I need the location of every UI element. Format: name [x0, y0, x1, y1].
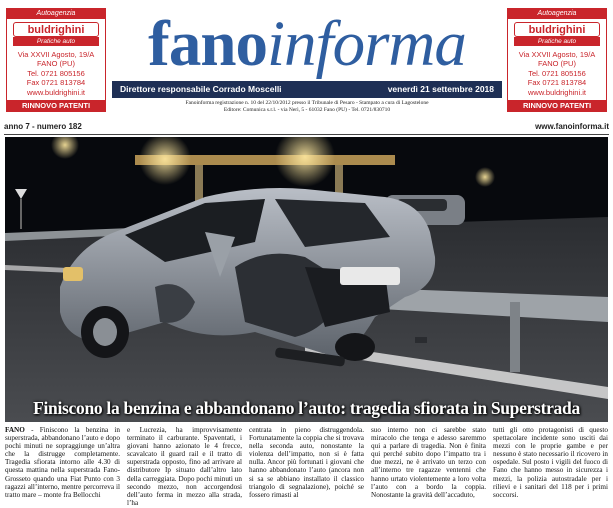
ad-footer: RINNOVO PATENTI [7, 100, 105, 111]
header-divider [4, 134, 609, 135]
article-column-3: centrata in pieno distruggendola. Fortunatamente la coppia che si trovava nella seconda auto, nonostante la violenza dell’impatto, non si è fatta nulla. Ancor più fortunati i giovani che hanno abbandonato l’auto (ancora non si sa se abbiano installato il classico triangolo di segnalazione), poiché se fossero rimasti al [249, 426, 364, 499]
ad-address: Via XXVII Agosto, 19/A [518, 50, 596, 59]
column-text: - Finiscono la benzina in superstrada, abbandonano l’auto e dopo pochi minuti ne sopraggiunge un’altra che la distrugge completamente. Tragedia sfiorata intorno alle 4.30 di questa mattina nella superstrada Fano-Grosseto quando una Fiat Punto con 3 ragazzi all’interno, mentre percorreva il tratto mare – monte fra Bellocchi [5, 426, 120, 499]
ad-tel: Tel. 0721 805156 [27, 68, 85, 78]
editor-credit: Direttore responsabile Corrado Moscelli [120, 84, 282, 94]
ad-buldrighini-right[interactable] [507, 8, 607, 112]
dateline: FANO [5, 426, 25, 434]
ad-city: FANO (PU) [538, 59, 576, 69]
editor-bar [112, 81, 502, 98]
masthead [112, 6, 502, 82]
ad-web[interactable]: www.buldrighini.it [528, 87, 586, 97]
ad-brand: buldrighini [514, 22, 600, 37]
ad-footer: RINNOVO PATENTI [508, 100, 606, 111]
issue-row [4, 122, 609, 133]
legal-line-publisher: Editore: Comunica s.r.l. - via Nerì, 5 - 61032 Fano (PU) - Tel. 0721/830710 [223, 107, 391, 113]
ad-fax: Fax 0721 813784 [26, 78, 86, 88]
logo-part-informa: informa [266, 8, 466, 80]
ad-subtitle: Pratiche auto [13, 37, 99, 46]
legal-notice [112, 100, 502, 114]
ad-tel: Tel. 0721 805156 [528, 68, 586, 78]
ad-brand: buldrighini [13, 22, 99, 37]
ad-address: Via XXVII Agosto, 19/A [17, 50, 95, 59]
article-column-2: e Lucrezia, ha improvvisamente terminato il carburante. Spaventati, i giovani hanno azionato le 4 frecce, scavalcato il guard rail e il tratto di superstrada opposto, fino ad arrivare al distributore Ip situato dall’altro lato della carreggiata. Dopo pochi minuti un secondo mezzo, non accorgendosi dell’auto ferma in mezzo alla strada, l’ha [127, 426, 242, 507]
article-column-4: suo interno non ci sarebbe stato miracolo che tenga e adesso saremmo qui a parlare di tragedia. Non è finita qui perché subito dopo l’impatto tra i due mezzi, ne è arrivato un terzo con all’interno tre ragazze ventenni che hanno urtato violentemente a loro volta l’auto con a bordo la coppia. Nonostante la gravità dell’accaduto, [371, 426, 486, 499]
article-headline[interactable]: Finiscono la benzina e abbandonano l’auto: tragedia sfiorata in Superstrada [33, 398, 580, 418]
ad-buldrighini-left[interactable] [6, 8, 106, 112]
crash-scene-illustration [5, 137, 608, 422]
website-link[interactable]: www.fanoinforma.it [535, 122, 609, 131]
ad-city: FANO (PU) [37, 59, 75, 69]
fanoinforma-logo[interactable] [112, 6, 502, 82]
ad-tag: Autoagenzia [508, 9, 606, 19]
article-column-5: tutti gli otto protagonisti di questo spettacolare incidente sono usciti dai mezzi con le proprie gambe e per nessuno è stato necessario il ricovero in ospedale. Sul posto i vigili del fuoco di Fano che hanno messo in sicurezza i mezzi, la polizia autostradale per i rilievi e i sanitari del 118 per i primi soccorsi. [493, 426, 608, 499]
ad-tag: Autoagenzia [7, 9, 105, 19]
issue-date: venerdì 21 settembre 2018 [387, 84, 494, 94]
article-column-1 [5, 426, 120, 508]
article-body [5, 426, 608, 508]
ad-fax: Fax 0721 813784 [527, 78, 587, 88]
issue-number: anno 7 - numero 182 [4, 122, 82, 131]
crashed-car-photo [5, 137, 608, 422]
logo-part-fano: fano [148, 8, 267, 80]
ad-web[interactable]: www.buldrighini.it [27, 87, 85, 97]
legal-line-registration: Fanoinforma registrazione n. 10 del 22/10/2012 presso il Tribunale di Pesaro - Stampato a cura di Lagostelone [185, 100, 429, 106]
ad-subtitle: Pratiche auto [514, 37, 600, 46]
